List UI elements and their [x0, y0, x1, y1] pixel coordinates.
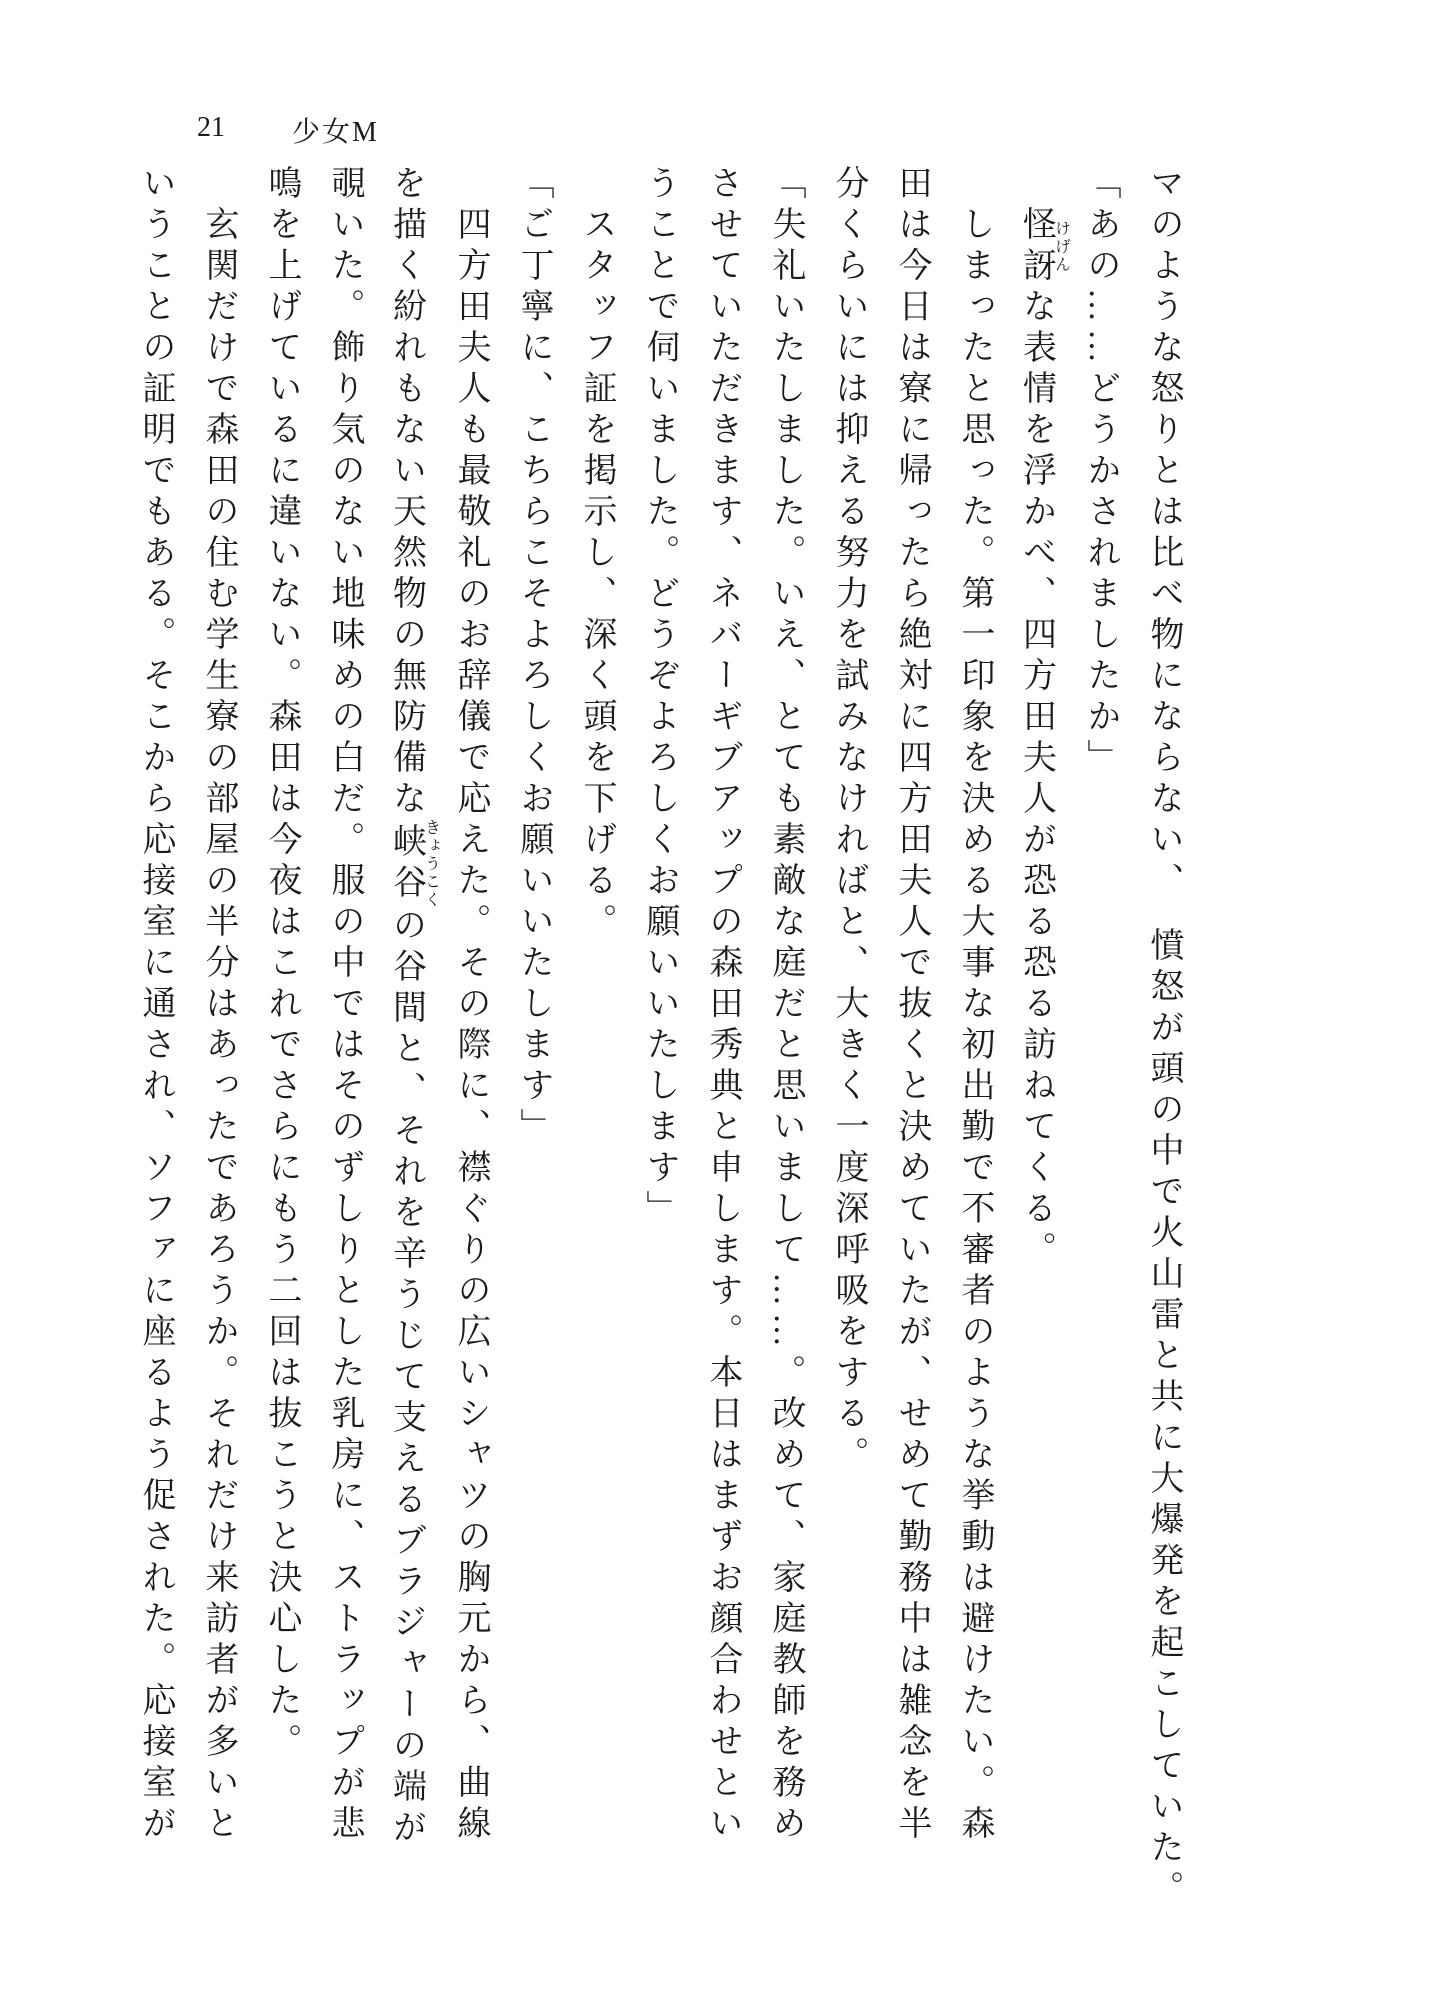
furigana: きょうこく	[422, 819, 440, 909]
text-line-15: 鳴を上げているに違いない。森田は今夜はこれでさらにもう二回は抜こうと決心した。	[263, 165, 300, 1764]
text-line-11: 「ご丁寧に、こちらこそよろしくお願いいたします」	[515, 165, 552, 1149]
text-line-13: を描く紛れもない天然物の無防備な峡谷きょうこくの谷間と、それを辛うじて支えるブラジャーの端が	[387, 165, 440, 1850]
text-line-9: うことで伺いました。どうぞよろしくお願いいたします」	[641, 165, 678, 1231]
text-line-12: 四方田夫人も最敬礼のお辞儀で応えた。その際に、襟ぐりの広いシャツの胸元から、曲線	[452, 206, 489, 1846]
book-title: 少女М	[292, 117, 379, 148]
text-columns	[123, 165, 1195, 1965]
text-line-14: 覗いた。飾り気のない地味めの白だ。服の中ではそのずしりとした乳房に、ストラップが悲	[326, 165, 363, 1846]
text-line-6: 分くらいには抑える努力を試みなければと、大きく一度深呼吸をする。	[830, 165, 867, 1477]
text-line-4: しまったと思った。第一印象を決める大事な初出勤で不審者のような挙動は避けたい。森	[956, 206, 993, 1846]
furigana: けげん	[1052, 206, 1070, 288]
text-line-1: マのような怒りとは比べ物にならない、 憤怒が頭の中で火山雷と共に大爆発を起こしていた。	[1145, 165, 1182, 1911]
text-line-8: させていただきます、ネバーギブアップの森田秀典と申します。本日はまずお顔合わせとい	[704, 165, 741, 1846]
text-line-2: 「あの……どうかされましたか」	[1082, 165, 1119, 780]
page-number: 21	[197, 112, 225, 143]
text-line-3: 怪訝けげんな表情を浮かべ、四方田夫人が恐る恐る訪ねてくる。	[1017, 206, 1070, 1272]
ruby-word: 怪訝けげん	[1017, 206, 1070, 288]
text-line-5: 田は今日は寮に帰ったら絶対に四方田夫人で抜くと決めていたが、せめて勤務中は雑念を半	[893, 165, 930, 1846]
text-line-17: いうことの証明でもある。そこから応接室に通され、ソファに座るよう促された。応接室が	[137, 165, 174, 1846]
text-line-7: 「失礼いたしました。いえ、とても素敵な庭だと思いまして……。改めて、家庭教師を務め	[767, 165, 804, 1846]
text-line-10: スタッフ証を掲示し、深く頭を下げる。	[578, 206, 615, 944]
ruby-word: 峡谷きょうこく	[387, 819, 440, 909]
text-line-16: 玄関だけで森田の住む学生寮の部屋の半分はあったであろうか。それだけ来訪者が多いと	[200, 206, 237, 1846]
